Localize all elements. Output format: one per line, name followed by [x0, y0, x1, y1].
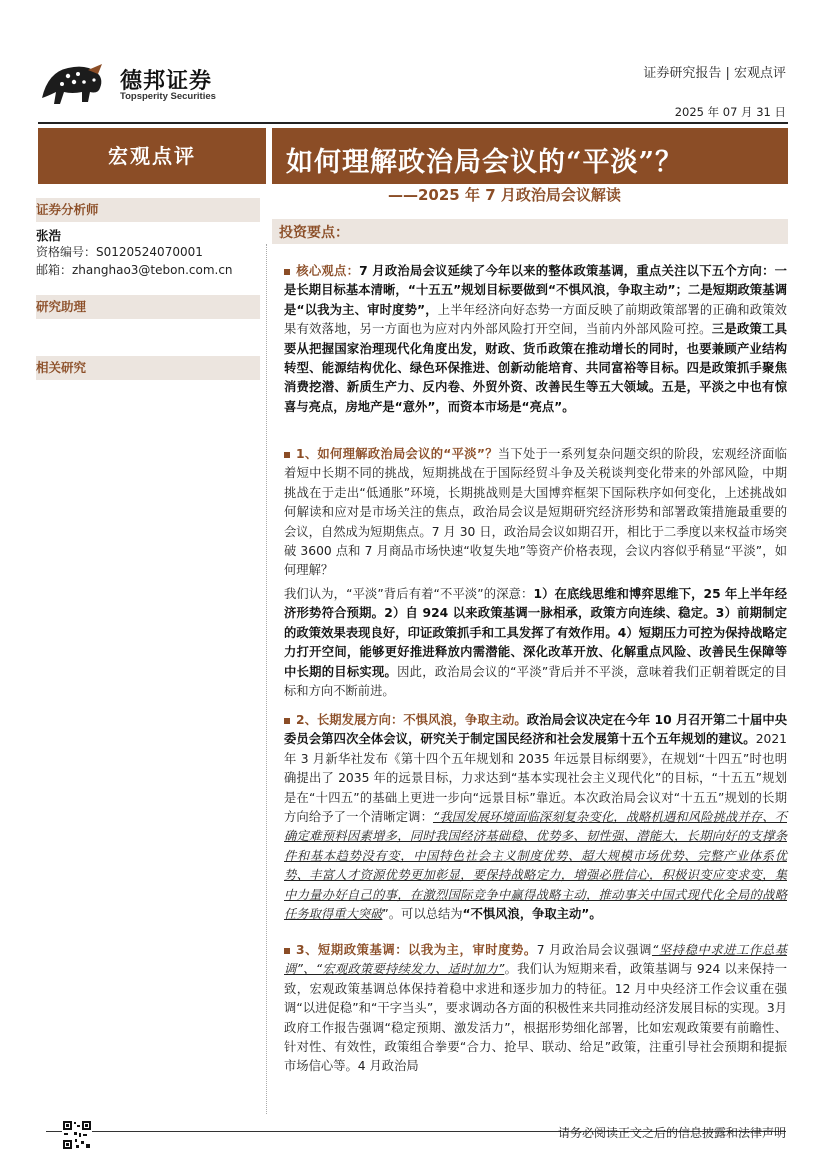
report-type: 证券研究报告 | 宏观点评: [643, 66, 786, 81]
category-banner: [38, 128, 266, 184]
bullet-icon: [284, 269, 290, 275]
qr-code-icon: [62, 1120, 92, 1150]
paragraph-section-2: 2、长期发展方向：不惧风浪，争取主动。政治局会议决定在今年 10 月召开第二十届中央委员会第四次全体会议，研究关于制定国民经济和社会发展第十五个五年规划的建议。2021 年 3 月新华社发布《第十四个五年规划和 2035 年远景目标纲要》，在规划“十四五”时也明确提出了 2035 年的远景目标，力求达到“基本实现社会主义现代化”的目标，“十五五”规划是在“十四五”的基础上更进一步向“远景目标”靠近。本次政治局会议对“十五五”规划的长期方向给予了一个清晰定调：“我国发展环境面临深刻复杂变化，战略机遇和风险挑战并存、不确定难预料因素增多，同时我国经济基础稳、优势多、韧性强、潜能大，长期向好的支撑条件和基本趋势没有变，中国特色社会主义制度优势、超大规模市场优势、完整产业体系优势、丰富人才资源优势更加彰显，要保持战略定力，增强必胜信心，积极识变应变求变，集中力量办好自己的事，在激烈国际竞争中赢得战略主动，推动事关中国式现代化全局的战略任务取得重大突破”。可以总结为“不惧风浪，争取主动”。: [284, 713, 787, 922]
analyst-email: 邮箱：zhanghao3@tebon.com.cn: [36, 263, 233, 277]
assistant-section-label: 研究助理: [36, 295, 260, 319]
analyst-license: 资格编号：S0120524070001: [36, 245, 203, 259]
leopard-logo-icon: [38, 58, 106, 110]
report-date: 2025 年 07 月 31 日: [674, 105, 786, 119]
column-divider: [266, 244, 268, 1114]
paragraph-section-1-view: 我们认为，“平淡”背后有着“不平淡”的深意：1）在底线思维和博弈思维下，25 年上半年经济形势符合预期。2）自 924 以来政策基调一脉相承，政策方向连续、稳定。3）前期制定的政策效果表现良好，印证政策抓手和工具发挥了有效作用。4）短期压力可控为保持战略定力打开空间，能够更好推进释放内需潜能、深化改革开放、化解重点风险、改善民生保障等中长期的目标实现。因此，政治局会议的“平淡”背后并不平淡，意味着我们正朝着既定的目标和方向不断前进。: [284, 587, 788, 699]
page-subtitle: ——2025 年 7 月政治局会议解读: [388, 186, 621, 204]
bullet-icon: [284, 452, 290, 458]
paragraph-core-view: 核心观点：7 月政治局会议延续了今年以来的整体政策基调，重点关注以下五个方向：一是长期目标基本清晰，“十五五”规划目标要做到“不惧风浪，争取主动”；二是短期政策基调是“以我为主、审时度势”，上半年经济向好态势一方面反映了前期政策部署的正确和政策效果有效落地，另一方面也为应对内外部风险打开空间，当前内外部风险可控。三是政策工具要从把握国家治理现代化角度出发，财政、货币政策在推动增长的同时，也要兼顾产业结构转型、能源结构优化、绿色环保推进、创新动能培育、共同富裕等目标。四是政策抓手聚焦消费挖潜、新质生产力、反内卷、外贸外资、改善民生等五大领域。五是，平淡之中也有惊喜与亮点，房地产是“意外”，而资本市场是“亮点”。: [284, 264, 787, 414]
page-title: 如何理解政治局会议的“平淡”？: [286, 147, 684, 178]
category-label: 宏观点评: [108, 144, 196, 168]
paragraph-section-1: 1、如何理解政治局会议的“平淡”？当下处于一系列复杂问题交织的阶段，宏观经济面临着短中长期不同的挑战，短期挑战在于国际经贸斗争及关税谈判变化带来的外部风险，中期挑战在于走出“低通胀”环境，长期挑战则是大国博弈框架下国际秩序如何变化，上述挑战如何解读和应对是市场关注的焦点，政治局会议是短期研究经济形势和部署政策措施最重要的会议，自然成为短期焦点。7 月 30 日，政治局会议如期召开，相比于二季度以来权益市场突破 3600 点和 7 月商品市场快速“收复失地”等资产价格表现，会议内容似乎稍显“平淡”，如何理解？: [284, 447, 787, 578]
analyst-section-label: 证券分析师: [36, 198, 260, 222]
related-research-label: 相关研究: [36, 356, 260, 380]
key-points-bar: [272, 219, 788, 244]
brand-name-cn: 德邦证券: [120, 69, 213, 94]
bullet-icon: [284, 948, 290, 954]
bullet-icon: [284, 718, 290, 724]
header-divider: [38, 122, 788, 124]
brand-name-en: Topsperity Securities: [120, 91, 216, 102]
analyst-name: 张浩: [36, 228, 62, 243]
key-points-label: 投资要点：: [279, 225, 349, 241]
footer-disclaimer: 请务必阅读正文之后的信息披露和法律声明: [557, 1126, 786, 1140]
paragraph-section-3: 3、短期政策基调：以我为主，审时度势。7 月政治局会议强调“坚持稳中求进工作总基调”、“宏观政策要持续发力、适时加力”。我们认为短期来看，政策基调与 924 以来保持一致，宏观政策基调总体保持着稳中求进和逐步加力的特征。12 月中央经济工作会议重在强调“以进促稳”和“干字当头”，要求调动各方面的积极性来共同推动经济发展目标的实现。3月政府工作报告强调“稳定预期、激发活力”，根据形势细化部署，比如宏观政策要有前瞻性、针对性、有效性，政策组合拳要“合力、抢早、联动、给足”政策，注重引导社会预期和提振市场信心等。4 月政治局: [284, 943, 788, 1074]
